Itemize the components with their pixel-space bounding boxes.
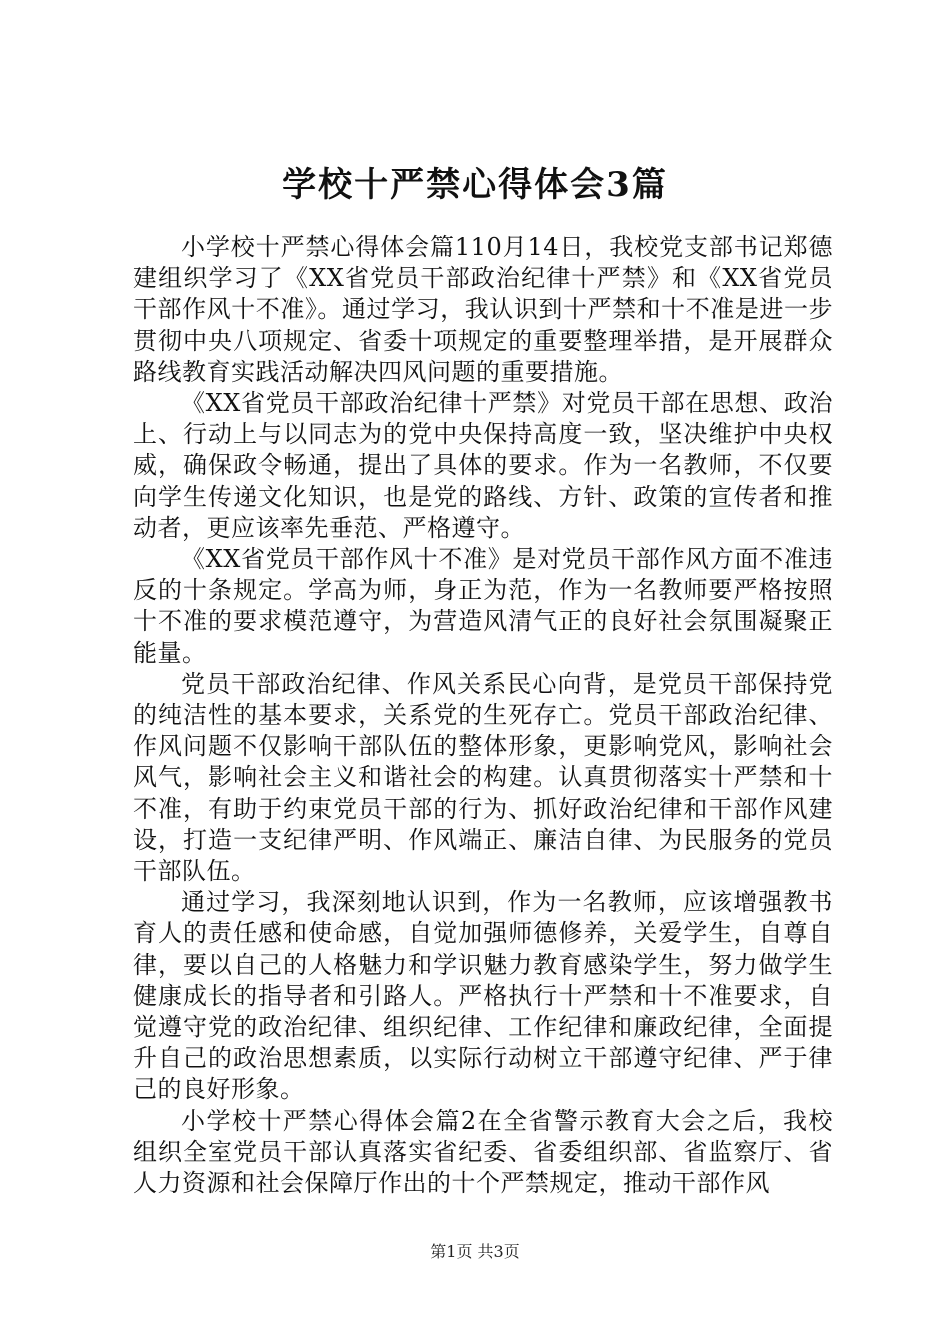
paragraph-2: 《XX省党员干部政治纪律十严禁》对党员干部在思想、政治上、行动上与以同志为的党中央保持高度一致，坚决维护中央权威，确保政令畅通，提出了具体的要求。作为一名教师，不仅要向学生传递文化知识，也是党的路线、方针、政策的宣传者和推动者，更应该率先垂范、严格遵守。 — [133, 389, 833, 542]
paragraph-6: 小学校十严禁心得体会篇2在全省警示教育大会之后，我校组织全室党员干部认真落实省纪委、省委组织部、省监察厅、省人力资源和社会保障厅作出的十个严禁规定，推动干部作风 — [133, 1106, 833, 1198]
document-body — [133, 232, 833, 1199]
paragraph-1: 小学校十严禁心得体会篇110月14日，我校党支部书记郑德建组织学习了《XX省党员干部政治纪律十严禁》和《XX省党员干部作风十不准》。通过学习，我认识到十严禁和十不准是进一步贯彻中央八项规定、省委十项规定的重要整理举措，是开展群众路线教育实践活动解决四风问题的重要措施。 — [133, 233, 833, 386]
paragraph-5: 通过学习，我深刻地认识到，作为一名教师，应该增强教书育人的责任感和使命感，自觉加强师德修养，关爱学生，自尊自律，要以自己的人格魅力和学识魅力教育感染学生，努力做学生健康成长的指导者和引路人。严格执行十严禁和十不准要求，自觉遵守党的政治纪律、组织纪律、工作纪律和廉政纪律，全面提升自己的政治思想素质，以实际行动树立干部遵守纪律、严于律己的良好形象。 — [133, 888, 833, 1104]
page-indicator: 第1页 共3页 — [430, 1242, 520, 1261]
paragraph-3: 《XX省党员干部作风十不准》是对党员干部作风方面不准违反的十条规定。学高为师，身正为范，作为一名教师要严格按照十不准的要求模范遵守，为营造风清气正的良好社会氛围凝聚正能量。 — [133, 545, 833, 667]
paragraph-4: 党员干部政治纪律、作风关系民心向背，是党员干部保持党的纯洁性的基本要求，关系党的生死存亡。党员干部政治纪律、作风问题不仅影响干部队伍的整体形象，更影响党风，影响社会风气，影响社会主义和谐社会的构建。认真贯彻落实十严禁和十不准，有助于约束党员干部的行为、抓好政治纪律和干部作风建设，打造一支纪律严明、作风端正、廉洁自律、为民服务的党员干部队伍。 — [133, 669, 833, 886]
document-title: 学校十严禁心得体会3篇 — [282, 165, 668, 205]
